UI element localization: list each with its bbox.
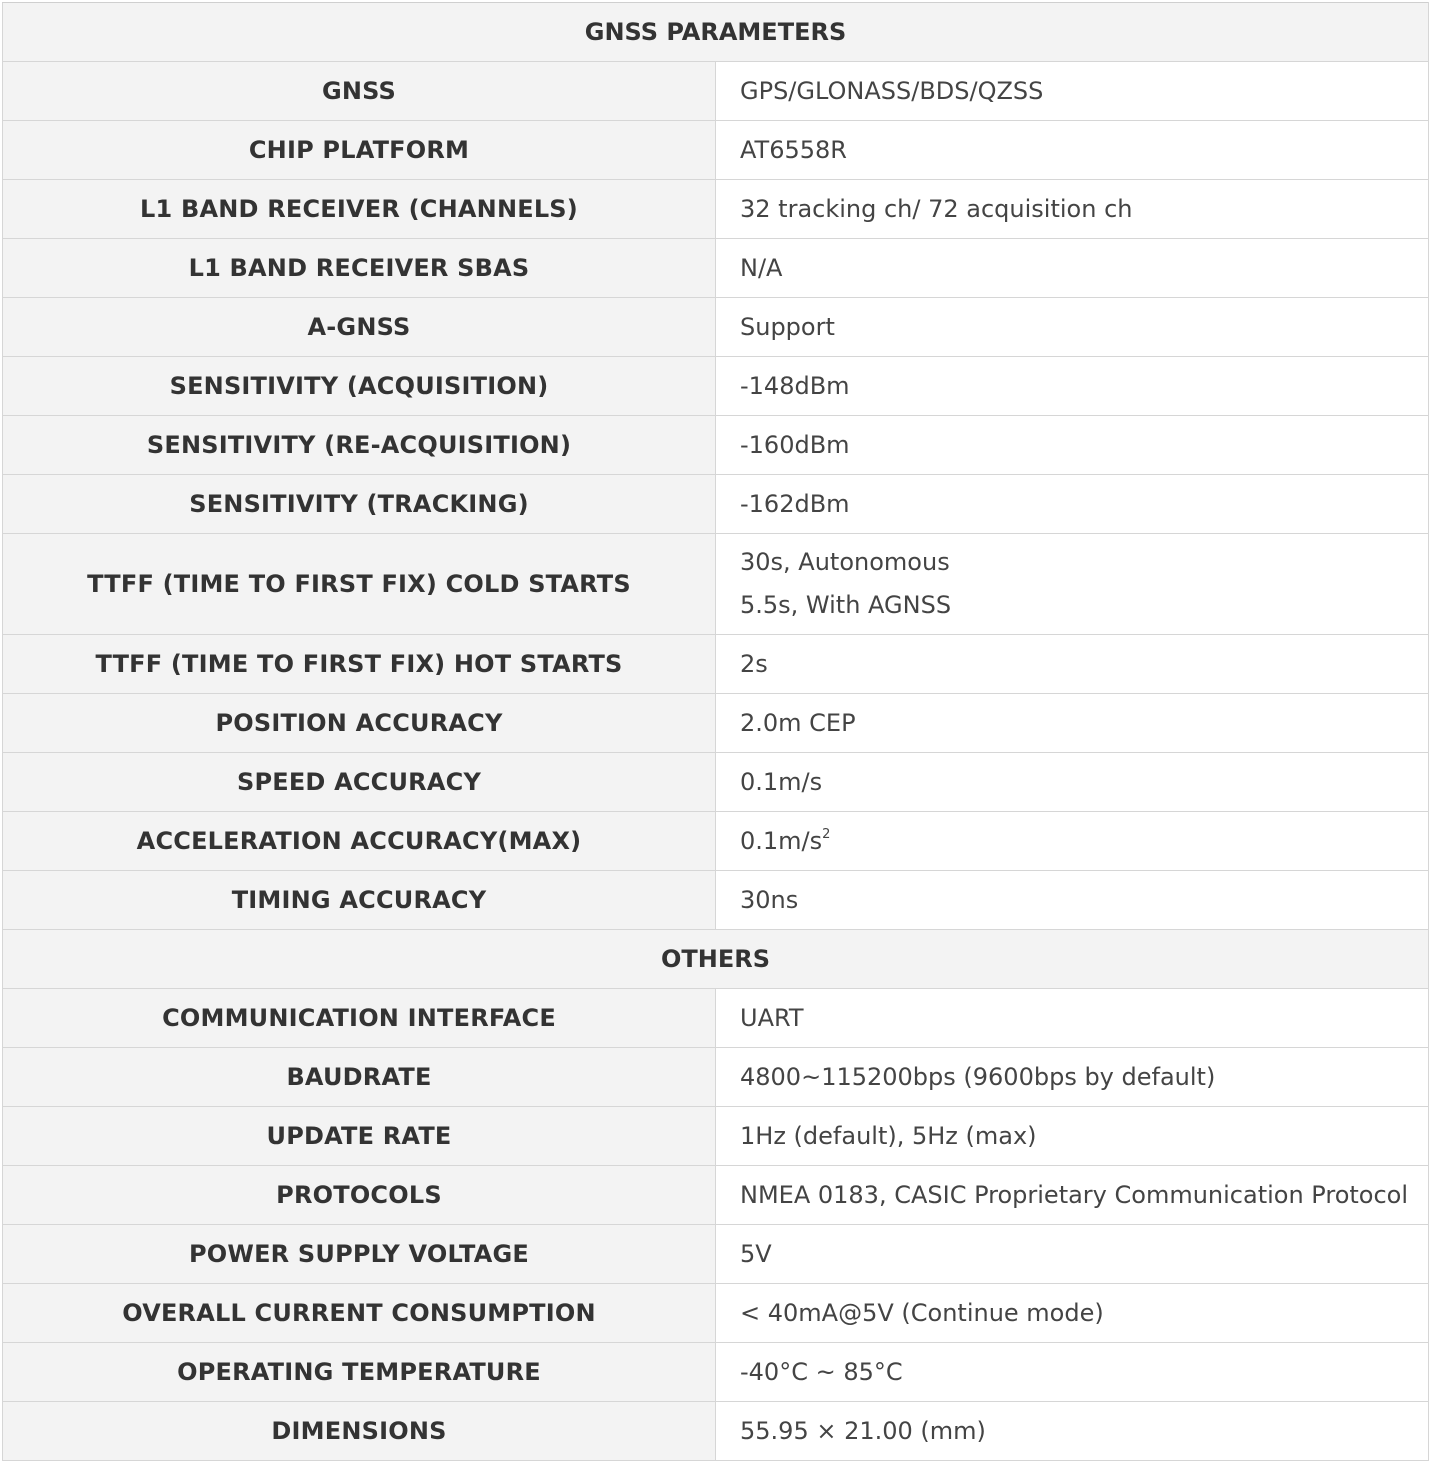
spec-label: TIMING ACCURACY <box>3 871 716 930</box>
spec-value: -160dBm <box>716 416 1429 475</box>
spec-label: SENSITIVITY (RE-ACQUISITION) <box>3 416 716 475</box>
spec-value: Support <box>716 298 1429 357</box>
spec-label: DIMENSIONS <box>3 1402 716 1461</box>
spec-value: 0.1m/s <box>716 753 1429 812</box>
spec-row-a-gnss <box>3 298 1429 357</box>
spec-row-ttff-cold <box>3 534 1429 635</box>
spec-value: 32 tracking ch/ 72 acquisition ch <box>716 180 1429 239</box>
spec-row-communication-interface <box>3 989 1429 1048</box>
spec-value: 2s <box>716 635 1429 694</box>
spec-row-sensitivity-acquisition <box>3 357 1429 416</box>
spec-value: NMEA 0183, CASIC Proprietary Communication Protocol <box>716 1166 1429 1225</box>
spec-label: TTFF (TIME TO FIRST FIX) COLD STARTS <box>3 534 716 635</box>
spec-row-current-consumption <box>3 1284 1429 1343</box>
spec-row-baudrate <box>3 1048 1429 1107</box>
spec-value-line: 5.5s, With AGNSS <box>740 591 952 619</box>
spec-value: -162dBm <box>716 475 1429 534</box>
spec-row-timing-accuracy <box>3 871 1429 930</box>
spec-value: 2.0m CEP <box>716 694 1429 753</box>
spec-label: OVERALL CURRENT CONSUMPTION <box>3 1284 716 1343</box>
spec-row-gnss <box>3 62 1429 121</box>
spec-value: AT6558R <box>716 121 1429 180</box>
section-header-others <box>3 930 1429 989</box>
spec-value: 4800~115200bps (9600bps by default) <box>716 1048 1429 1107</box>
spec-value: GPS/GLONASS/BDS/QZSS <box>716 62 1429 121</box>
spec-label: PROTOCOLS <box>3 1166 716 1225</box>
spec-label: TTFF (TIME TO FIRST FIX) HOT STARTS <box>3 635 716 694</box>
spec-label: BAUDRATE <box>3 1048 716 1107</box>
spec-value-line: 30s, Autonomous <box>740 548 950 576</box>
spec-label: L1 BAND RECEIVER (CHANNELS) <box>3 180 716 239</box>
spec-value: -148dBm <box>716 357 1429 416</box>
spec-label: COMMUNICATION INTERFACE <box>3 989 716 1048</box>
spec-row-chip-platform <box>3 121 1429 180</box>
spec-row-operating-temperature <box>3 1343 1429 1402</box>
spec-label: A-GNSS <box>3 298 716 357</box>
spec-label: GNSS <box>3 62 716 121</box>
spec-label: CHIP PLATFORM <box>3 121 716 180</box>
spec-value: 55.95 × 21.00 (mm) <box>716 1402 1429 1461</box>
spec-value-text: 0.1m/s <box>740 827 823 855</box>
spec-row-ttff-hot <box>3 635 1429 694</box>
spec-value: -40°C ~ 85°C <box>716 1343 1429 1402</box>
spec-row-update-rate <box>3 1107 1429 1166</box>
specifications-table <box>2 2 1429 1461</box>
spec-row-l1-sbas <box>3 239 1429 298</box>
spec-value: UART <box>716 989 1429 1048</box>
spec-label: SENSITIVITY (TRACKING) <box>3 475 716 534</box>
spec-row-speed-accuracy <box>3 753 1429 812</box>
spec-value: 1Hz (default), 5Hz (max) <box>716 1107 1429 1166</box>
spec-row-acceleration-accuracy <box>3 812 1429 871</box>
unit-superscript: 2 <box>822 827 831 842</box>
spec-value: N/A <box>716 239 1429 298</box>
spec-value <box>716 534 1429 635</box>
spec-value: 5V <box>716 1225 1429 1284</box>
spec-label: L1 BAND RECEIVER SBAS <box>3 239 716 298</box>
section-title: GNSS PARAMETERS <box>3 3 1429 62</box>
section-title: OTHERS <box>3 930 1429 989</box>
spec-label: ACCELERATION ACCURACY(MAX) <box>3 812 716 871</box>
spec-row-sensitivity-tracking <box>3 475 1429 534</box>
spec-label: SPEED ACCURACY <box>3 753 716 812</box>
spec-row-sensitivity-reacquisition <box>3 416 1429 475</box>
spec-label: UPDATE RATE <box>3 1107 716 1166</box>
spec-value: < 40mA@5V (Continue mode) <box>716 1284 1429 1343</box>
spec-label: POWER SUPPLY VOLTAGE <box>3 1225 716 1284</box>
spec-label: POSITION ACCURACY <box>3 694 716 753</box>
spec-row-power-supply-voltage <box>3 1225 1429 1284</box>
spec-row-l1-channels <box>3 180 1429 239</box>
spec-value <box>716 812 1429 871</box>
spec-row-protocols <box>3 1166 1429 1225</box>
spec-value: 30ns <box>716 871 1429 930</box>
spec-row-position-accuracy <box>3 694 1429 753</box>
section-header-gnss-parameters <box>3 3 1429 62</box>
spec-row-dimensions <box>3 1402 1429 1461</box>
spec-label: OPERATING TEMPERATURE <box>3 1343 716 1402</box>
spec-label: SENSITIVITY (ACQUISITION) <box>3 357 716 416</box>
